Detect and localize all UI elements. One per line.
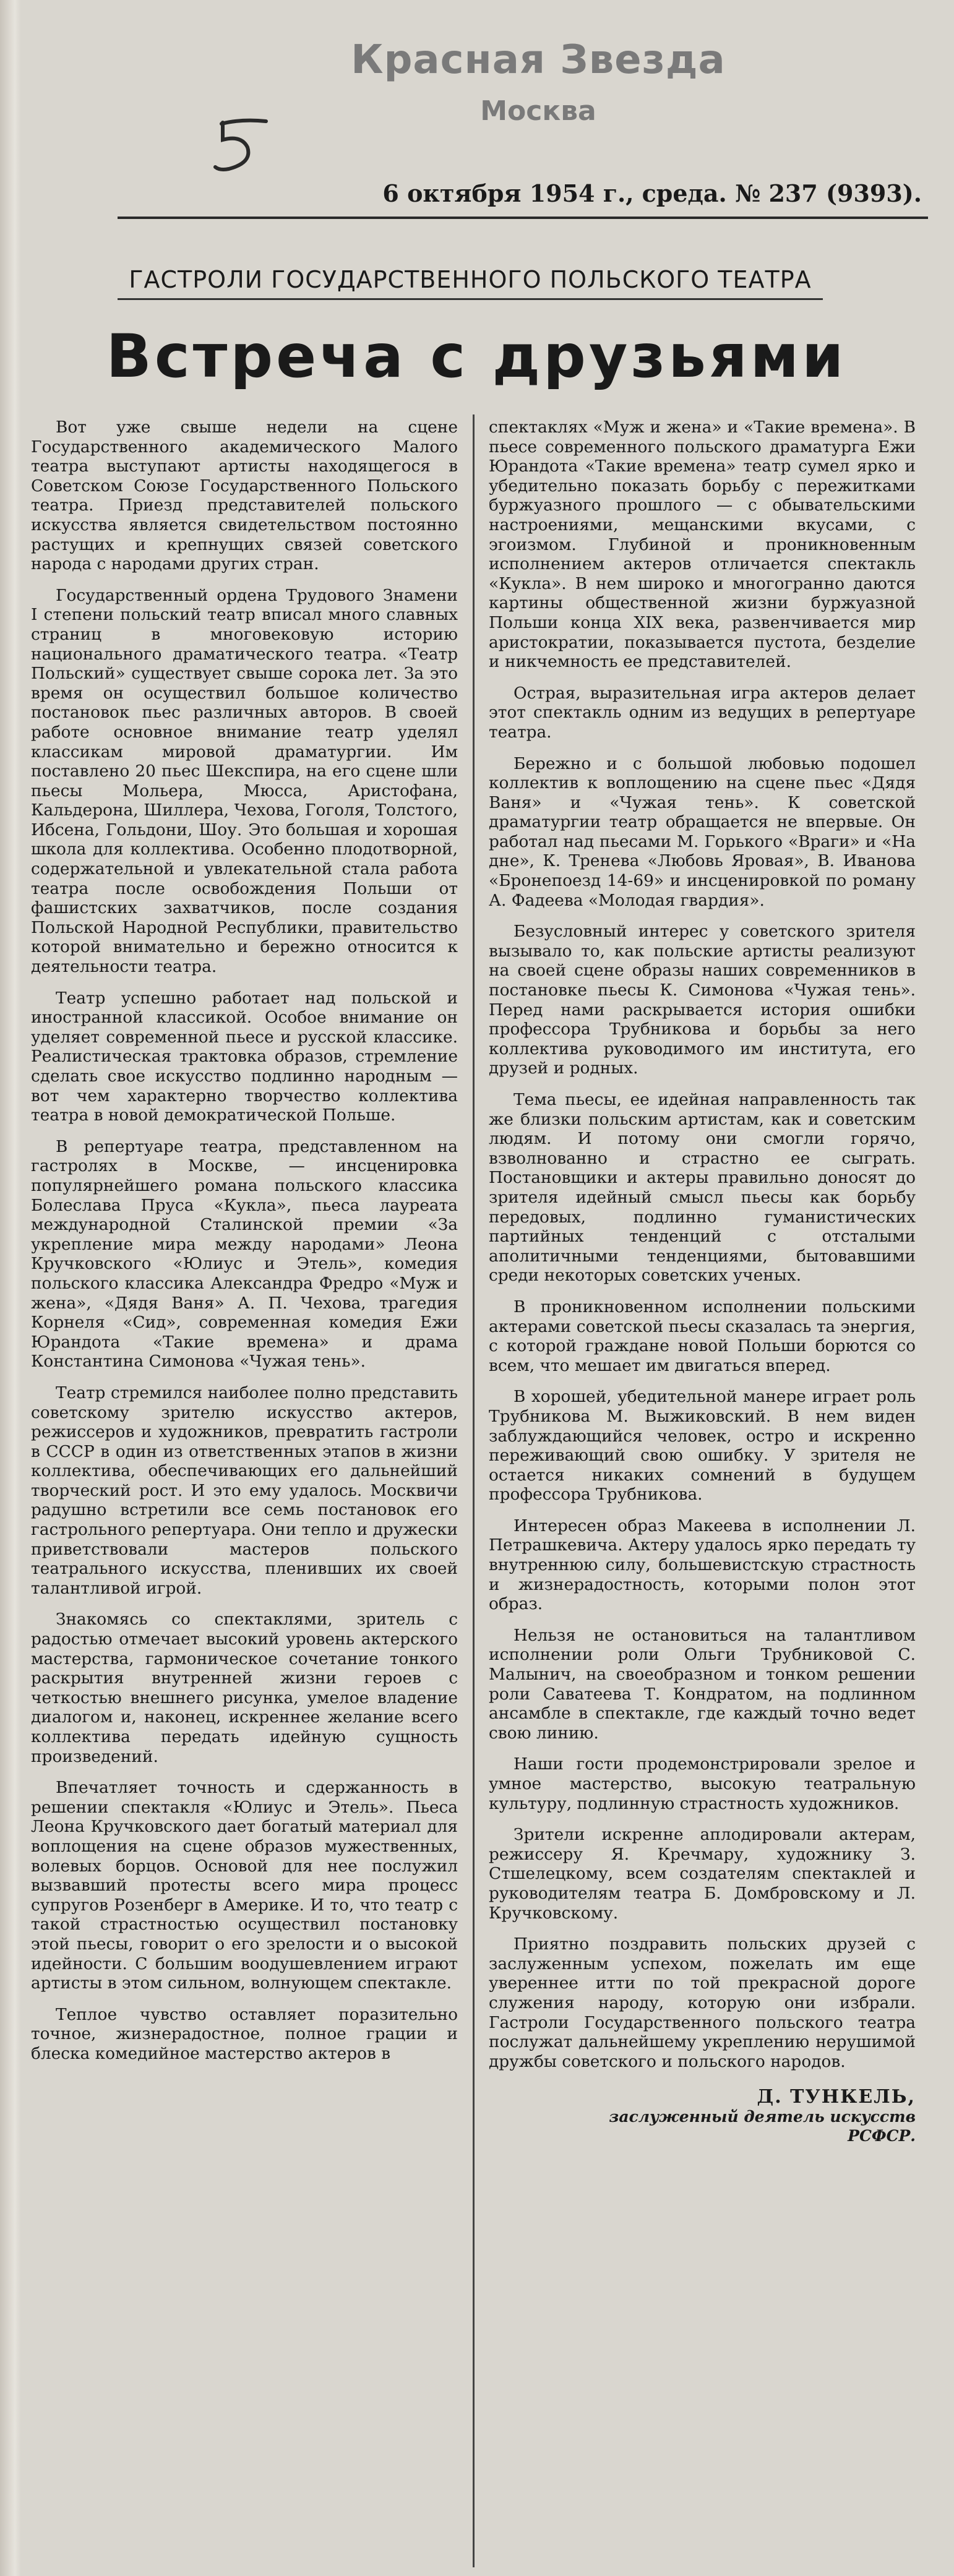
- column-divider: [473, 414, 475, 2567]
- article-paragraph: Приятно поздравить польских друзей с заслуженным успехом, пожелать им еще увереннее итти по той прекрасной дороге служения народу, которую они избрали. Гастроли Государственного польского театра послужат дальнейшему укреплению нерушимой дружбы советского и польского народов.: [489, 1934, 916, 2071]
- article-paragraph: Нельзя не остановиться на талантливом исполнении роли Ольги Трубниковой С. Малынич, на своеобразном и тонком решении роли Саватеева Т. Кондратом, на подлинном ансамбле в спектакле, где каждый точно ведет свою линию.: [489, 1625, 916, 1743]
- article-paragraph: Впечатляет точность и сдержанность в решении спектакля «Юлиус и Этель». Пьеса Леона Кручковского дает богатый материал для воплощения на сцене образов мужественных, волевых борцов. Основой для нее послужил вызвавший протесты всего мира процесс супругов Розенберг в Америке. И то, что театр с такой страстностью осуществил постановку этой пьесы, говорит о его зрелости и о высокой идейности. С большим воодушевлением играют артисты в этом сильном, волнующем спектакле.: [31, 1778, 458, 1993]
- article-paragraph: Государственный ордена Трудового Знамени I степени польский театр вписал много славных страниц в многовековую историю национального драматического театра. «Театр Польский» существует свыше сорока лет. За это время он осуществил большое количество постановок пьес различных авторов. В своей работе основное внимание театр уделял классикам мировой драматургии. Им поставлено 20 пьес Шекспира, на его сцене шли пьесы Мольера, Мюсса, Аристофана, Кальдерона, Шиллера, Чехова, Гоголя, Толстого, Ибсена, Гольдони, Шоу. Это большая и хорошая школа для коллектива. Особенно плодотворной, содержательной и увлекательной стала работа театра после освобождения Польши от фашистских захватчиков, после создания Польской Народной Республики, правительство которой внимательно и бережно относится к деятельности театра.: [31, 585, 458, 977]
- top-rule: [118, 217, 928, 219]
- section-subhead: ГАСТРОЛИ ГОСУДАРСТВЕННОГО ПОЛЬСКОГО ТЕАТРА: [118, 266, 823, 300]
- article-paragraph: Безусловный интерес у советского зрителя вызывало то, как польские артисты реализуют на своей сцене образы наших современников в постановке пьесы К. Симонова «Чужая тень». Перед нами раскрывается история ошибки профессора Трубникова и борьбы за него коллектива руководимого им института, его друзей и родных.: [489, 922, 916, 1078]
- article-column-right: [489, 418, 916, 2564]
- article-paragraph: Бережно и с большой любовью подошел коллектив к воплощению на сцене пьес «Дядя Ваня» и «Чужая тень». К советской драматургии театр обращается не впервые. Он работал над пьесами М. Горького «Враги» и «На дне», К. Тренева «Любовь Яровая», В. Иванова «Бронепоезд 14-69» и инсценировкой по роману А. Фадеева «Молодая гвардия».: [489, 753, 916, 910]
- article-paragraph: Наши гости продемонстрировали зрелое и умное мастерство, высокую театральную культуру, подлинную страстность художников.: [489, 1754, 916, 1813]
- article-paragraph: Театр успешно работает над польской и иностранной классикой. Особое внимание он уделяет современной пьесе и русской классике. Реалистическая трактовка образов, стремление сделать свое искусство подлинно народным — вот чем характерно творчество коллектива театра в новой демократической Польше.: [31, 988, 458, 1125]
- author-signature: [489, 2087, 916, 2145]
- article-paragraph: Театр стремился наиболее полно представить советскому зрителю искусство актеров, режиссеров и художников, превратить гастроли в СССР в один из ответственных этапов в жизни коллектива, обеспечивающих его дальнейший творческий рост. И это ему удалось. Москвичи радушно встретили все семь постановок его гастрольного репертуара. Они тепло и дружески приветствовали мастеров польского театрального искусства, пленивших их своей талантливой игрой.: [31, 1383, 458, 1598]
- dateline: 6 октября 1954 г., среда. № 237 (9393).: [382, 179, 922, 207]
- newspaper-name: Красная Звезда: [351, 37, 726, 83]
- article-paragraph: Зрители искренне аплодировали актерам, режиссеру Я. Кречмару, художнику З. Стшелецкому, всем создателям спектаклей и руководителям театра Б. Домбровскому и Л. Кручковскому.: [489, 1825, 916, 1923]
- article-column-left: [31, 418, 458, 2564]
- article-paragraph: Знакомясь со спектаклями, зритель с радостью отмечает высокий уровень актерского мастерства, гармоническое сочетание тонкого раскрытия внутренней жизни героев с четкостью внешнего рисунка, умелое владение диалогом и, наконец, искреннее желание всего коллектива передать идейную сущность произведений.: [31, 1610, 458, 1766]
- author-name: Д. ТУНКЕЛЬ,: [757, 2086, 916, 2108]
- paper-edge: [0, 0, 21, 2576]
- article-paragraph: Интересен образ Макеева в исполнении Л. Петрашкевича. Актеру удалось ярко передать ту внутреннюю силу, большевистскую страстность и жизнерадостность, которыми полон этот образ.: [489, 1516, 916, 1614]
- newspaper-city: Москва: [480, 95, 596, 127]
- article-paragraph: Острая, выразительная игра актеров делает этот спектакль одним из ведущих в репертуаре театра.: [489, 683, 916, 742]
- article-paragraph: Тема пьесы, ее идейная направленность так же близки польским артистам, как и советским людям. И потому они смогли горячо, взволнованно и страстно ее сыграть. Постановщики и актеры правильно доносят до зрителя идейный смысл пьесы как борьбу передовых, подлинно гуманистических партийных тенденций с отсталыми аполитичными тенденциями, бытовавшими среди некоторых советских ученых.: [489, 1090, 916, 1286]
- article-paragraph: В проникновенном исполнении польскими актерами советской пьесы сказалась та энергия, с которой граждане новой Польши борются со всем, что мешает им двигаться вперед.: [489, 1297, 916, 1375]
- article-paragraph: Теплое чувство оставляет поразительно точное, жизнерадостное, полное грации и блеска комедийное мастерство актеров в: [31, 2004, 458, 2063]
- article-headline: Встреча с друзьями: [106, 322, 847, 391]
- article-paragraph: В хорошей, убедительной манере играет роль Трубникова М. Выжиковский. В нем виден заблуждающийся человек, остро и искренно переживающий свою ошибку. У зрителя не остается никаких сомнений в будущем профессора Трубникова.: [489, 1387, 916, 1505]
- author-title-country: РСФСР.: [848, 2126, 916, 2145]
- handwritten-number-5: [204, 110, 278, 178]
- masthead: [346, 36, 730, 130]
- author-title: заслуженный деятель искусств: [609, 2107, 916, 2126]
- article-paragraph: спектаклях «Муж и жена» и «Такие времена». В пьесе современного польского драматурга Ежи Юрандота «Такие времена» театр сумел ярко и убедительно показать борьбу с пережитками буржуазного прошлого — с обывательскими настроениями, мещанскими вкусами, с эгоизмом. Глубиной и проникновенным исполнением актеров отличается спектакль «Кукла». В нем широко и многогранно даются картины общественной жизни буржуазной Польши конца XIX века, развенчивается мир аристократии, показывается пустота, безделие и никчемность ее представителей.: [489, 418, 916, 672]
- article-paragraph: В репертуаре театра, представленном на гастролях в Москве, — инсценировка популярнейшего романа польского классика Болеслава Пруса «Кукла», пьеса лауреата международной Сталинской премии «За укрепление мира между народами» Леона Кручковского «Юлиус и Этель», комедия польского классика Александра Фредро «Муж и жена», «Дядя Ваня» А. П. Чехова, трагедия Корнеля «Сид», современная комедия Ежи Юрандота «Такие времена» и драма Константина Симонова «Чужая тень».: [31, 1136, 458, 1372]
- article-paragraph: Вот уже свыше недели на сцене Государственного академического Малого театра выступают артисты находящегося в Советском Союзе Государственного Польского театра. Приезд представителей польского искусства является свидетельством постоянно растущих и крепнущих связей советского народа с народами других стран.: [31, 418, 458, 574]
